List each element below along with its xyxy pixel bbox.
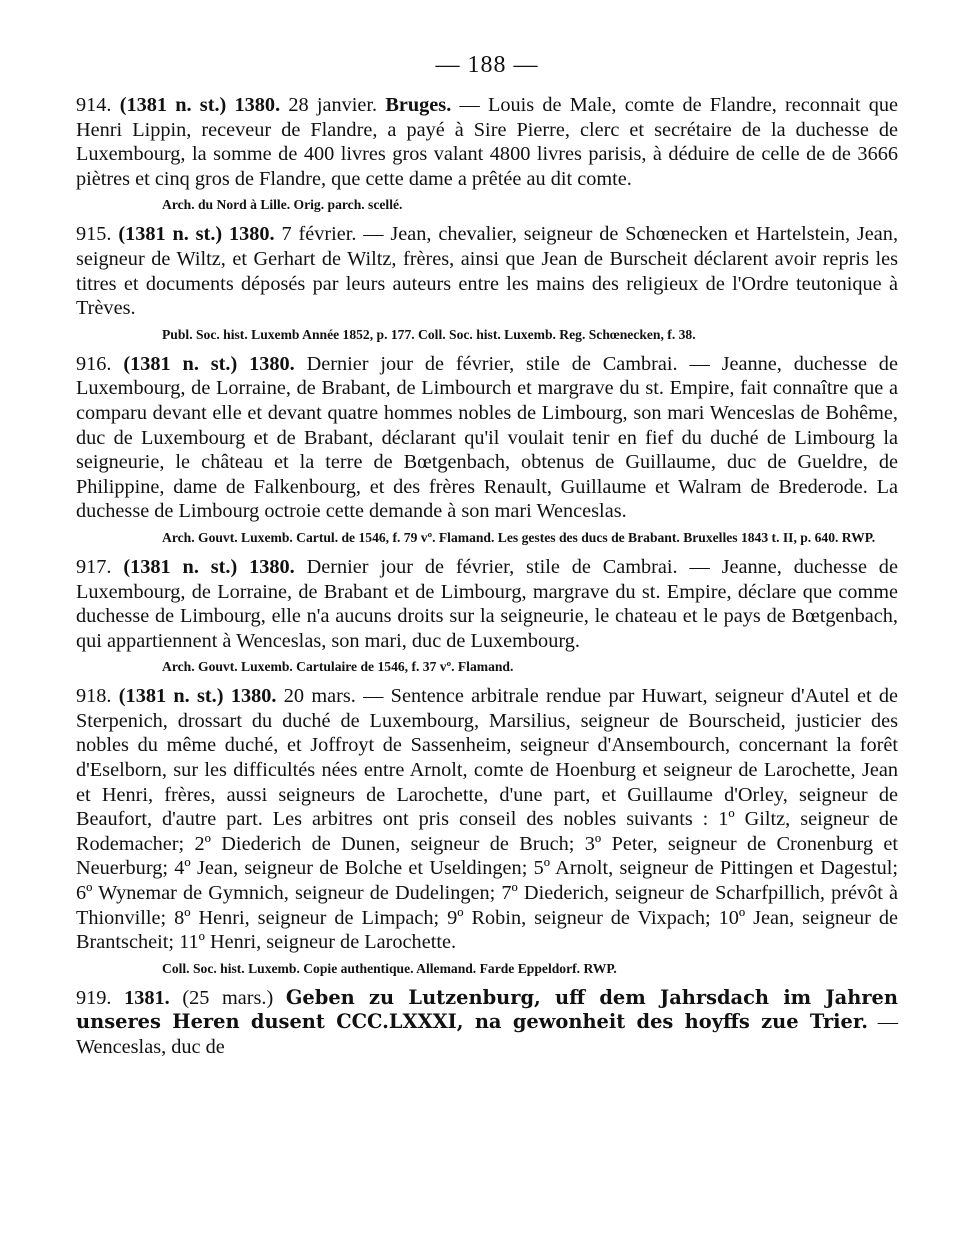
entry-place-gothic: Geben zu Lutzenburg, uff dem Jahrsdach im Jahren unseres Heren dusent CCC.LXXXI, na gewonheit des hoyffs zue Trier. (76, 985, 898, 1034)
entry-text (76, 986, 898, 1060)
entry-916 (76, 352, 898, 547)
entry-number: 917. (76, 555, 112, 578)
entry-text (76, 352, 898, 524)
entry-918 (76, 684, 898, 978)
entry-915 (76, 222, 898, 343)
entry-text (76, 555, 898, 653)
entry-year: (1381 n. st.) (118, 685, 224, 708)
entry-year: (1381 n. st.) (118, 223, 223, 246)
entry-source: Arch. Gouvt. Luxemb. Cartulaire de 1546, f. 37 vº. Flamand. (162, 659, 514, 675)
entry-year-old-style: 1380. (228, 223, 275, 246)
page-number: — 188 — (435, 52, 539, 78)
entry-source: Publ. Soc. hist. Luxemb Année 1852, p. 177. Coll. Soc. hist. Luxemb. Reg. Schœnecken, f. 38. (162, 326, 696, 342)
entry-date: 20 mars. (283, 685, 356, 708)
entry-year: (1381 n. st.) (123, 352, 238, 375)
entry-source: Coll. Soc. hist. Luxemb. Copie authentique. Allemand. Farde Eppeldorf. RWP. (162, 960, 617, 976)
entry-body: — Jeanne, duchesse de Luxembourg, de Lorraine, de Brabant, de Limbourch et margrave du st. Empire, fait connaître que a comparu devant elle et devant quatre hommes nobles de Limbourg, son mari Wenceslas de Bohême, duc de Luxembourg et de Brabant, déclarant qu'il voulait tenir en fief du duché de Limbourg la seigneurie, le château et la terre de Bœtgenbach, obtenus de Guillaume, duc de Gueldre, de Philippine, dame de Falkenbourg, et des frères Renault, Guillaume et Walram de Brederode. La duchesse de Limbourg octroie cette demande à son mari Wenceslas. (76, 352, 898, 523)
entry-number: 918. (76, 685, 112, 708)
entry-year: 1381. (124, 986, 170, 1009)
entry-body: — Wenceslas, duc de (76, 1011, 898, 1058)
entry-year-old-style: 1380. (249, 352, 295, 375)
entry-date: Dernier jour de février, stile de Cambrai. (306, 555, 678, 578)
entry-body: — Jeanne, duchesse de Luxembourg, de Lorraine, de Brabant et de Limbourg, margrave du st. Empire, déclare que comme duchesse de Limbourg, elle n'a aucuns droits sur la seigneurie, le chateau et le pays de Bœtgenbach, qui appartiennent à Wenceslas, son mari, duc de Luxembourg. (76, 555, 898, 652)
entry-date: 7 février. (281, 223, 357, 246)
entry-year: (1381 n. st.) (119, 94, 227, 116)
entry-date: Dernier jour de février, stile de Cambrai. (306, 352, 678, 375)
entry-text (76, 222, 898, 320)
entry-914 (76, 93, 898, 214)
entry-year-old-style: 1380. (230, 685, 277, 708)
entry-body: — Louis de Male, comte de Flandre, reconnait que Henri Lippin, receveur de Flandre, a payé à Sire Pierre, clerc et secrétaire de la duchesse de Luxembourg, la somme de 400 livres gros valant 4800 livres parisis, à déduire de celle de de 3666 piètres et cinq gros de Flandre, que cette dame a prêtée au dit comte. (76, 94, 898, 190)
entry-919 (76, 986, 898, 1060)
entry-text (76, 93, 898, 191)
entry-date: (25 mars.) (182, 986, 274, 1009)
entry-date: 28 janvier. (288, 94, 378, 116)
entry-number: 919. (76, 986, 112, 1009)
entry-year: (1381 n. st.) (123, 555, 238, 578)
entry-year-old-style: 1380. (234, 94, 281, 116)
entry-year-old-style: 1380. (249, 555, 295, 578)
entry-place: Bruges. (385, 94, 452, 116)
entry-number: 915. (76, 223, 112, 246)
entry-number: 914. (76, 94, 112, 116)
entry-body: — Sentence arbitrale rendue par Huwart, seigneur d'Autel et de Sterpenich, drossart du duché de Luxembourg, Marsilius, seigneur de Bourscheid, justicier des nobles du même duché, et Joffroyt de Sassenheim, seigneur d'Ansembourch, concernant la forêt d'Eselborn, sur les difficultés nées entre Arnolt, comte de Hoenburg et seigneur de Larochette, Jean et Henri, frères, aussi seigneurs de Larochette, d'une part, et Guillaume d'Orley, seigneur de Beaufort, d'autre part. Les arbitres ont pris conseil des nobles suivants : 1º Giltz, seigneur de Rodemacher; 2º Diederich de Dunen, seigneur de Bruch; 3º Peter, seigneur de Cronenburg et Neuerburg; 4º Jean, seigneur de Bolche et Useldingen; 5º Arnolt, seigneur de Pittingen et Dagestul; 6º Wynemar de Gymnich, seigneur de Dudelingen; 7º Diederich, seigneur de Scharfpillich, prévôt à Thionville; 8º Henri, seigneur de Limpach; 9º Robin, seigneur de Vixpach; 10º Jean, seigneur de Brantscheit; 11º Henri, seigneur de Larochette. (76, 685, 899, 954)
entry-number: 916. (76, 352, 112, 375)
entry-917 (76, 555, 898, 676)
entry-source: Arch. du Nord à Lille. Orig. parch. scellé. (162, 197, 403, 213)
entry-source: Arch. Gouvt. Luxemb. Cartul. de 1546, f. 79 vº. Flamand. Les gestes des ducs de Brabant. Bruxelles 1843 t. II, p. 640. RWP. (162, 529, 876, 545)
entry-body: — Jean, chevalier, seigneur de Schœnecken et Hartelstein, Jean, seigneur de Wiltz, et Gerhart de Wiltz, frères, ainsi que Jean de Burscheit déclarent avoir repris les titres et documents déposés par leurs auteurs entre les mains des religieux de l'Ordre teutonique à Trèves. (76, 223, 899, 320)
entry-text (76, 684, 898, 955)
